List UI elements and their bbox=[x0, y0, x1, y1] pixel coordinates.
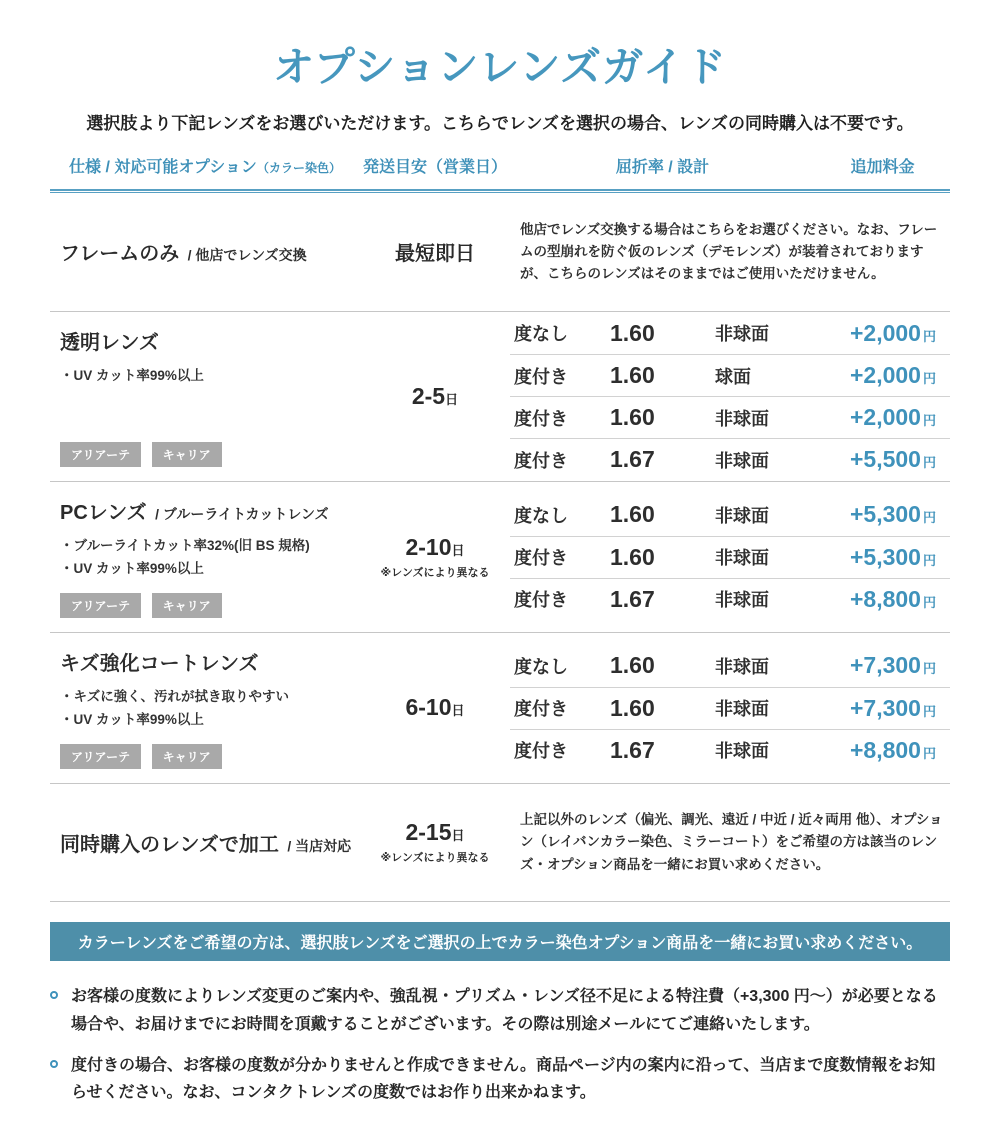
additional-price: +2,000 円 bbox=[849, 319, 936, 346]
yen-unit: 円 bbox=[922, 594, 936, 610]
shipping-cell bbox=[360, 312, 510, 481]
shipping-unit: 日 bbox=[451, 542, 465, 558]
badge-row bbox=[60, 581, 360, 618]
section-pc-lens bbox=[50, 482, 950, 633]
lens-design: 非球面 bbox=[715, 590, 769, 611]
shipping-unit: 日 bbox=[451, 703, 465, 719]
section-name: フレームのみ bbox=[60, 243, 180, 266]
power-type: 度付き bbox=[514, 590, 568, 611]
table-header-row bbox=[50, 134, 950, 189]
power-type: 度付き bbox=[514, 450, 568, 471]
lens-rows bbox=[510, 633, 950, 783]
yen-unit: 円 bbox=[922, 661, 936, 677]
additional-price: +2,000 円 bbox=[849, 404, 936, 431]
feature-list bbox=[60, 365, 360, 388]
feature-item: ・ブルーライトカット率32%(旧 BS 規格) bbox=[60, 537, 310, 553]
footnote-text: お客様の度数によりレンズ変更のご案内や、強乱視・プリズム・レンズ径不足による特注費（+3,300 円～）が必要となる場合や、お届けまでにお時間を頂戴することがございます。その際は別途メールにてご連絡いたします。 bbox=[71, 988, 938, 1033]
refractive-index: 1.60 bbox=[610, 652, 655, 679]
lens-rows bbox=[510, 482, 950, 632]
feature-list bbox=[60, 535, 360, 581]
power-type: 度付き bbox=[514, 408, 568, 429]
power-type: 度なし bbox=[514, 505, 568, 526]
lens-row bbox=[510, 396, 950, 438]
shipping-note: ※レンズにより異なる bbox=[380, 566, 490, 579]
section-clear-lens bbox=[50, 312, 950, 482]
lens-row bbox=[510, 354, 950, 396]
lens-row bbox=[510, 645, 950, 687]
shipping-cell bbox=[360, 784, 510, 902]
section-pc-lens-name-cell bbox=[50, 482, 360, 632]
additional-price: +7,300 円 bbox=[849, 652, 936, 679]
badge-carrier: キャリア bbox=[152, 744, 222, 769]
section-frame-only-name-cell bbox=[50, 193, 360, 311]
power-type: 度なし bbox=[514, 656, 568, 677]
lens-design: 非球面 bbox=[715, 741, 769, 762]
additional-price: +5,500 円 bbox=[849, 446, 936, 473]
header-spec-label: 仕様 / 対応可能オプション bbox=[69, 159, 257, 176]
circle-bullet-icon bbox=[50, 1060, 58, 1068]
header-index-design: 屈折率 / 設計 bbox=[615, 159, 710, 176]
power-type: 度付き bbox=[514, 548, 568, 569]
description-cell bbox=[510, 193, 950, 311]
additional-price: +8,800 円 bbox=[849, 736, 936, 763]
refractive-index: 1.60 bbox=[610, 404, 655, 431]
lens-rows bbox=[510, 312, 950, 481]
refractive-index: 1.60 bbox=[610, 543, 655, 570]
badge-ariate: アリアーテ bbox=[60, 593, 141, 618]
lens-row bbox=[510, 494, 950, 536]
yen-unit: 円 bbox=[922, 413, 936, 429]
section-scratch-coat-lens bbox=[50, 633, 950, 784]
lens-design: 非球面 bbox=[715, 656, 769, 677]
refractive-index: 1.67 bbox=[610, 446, 655, 473]
lens-design: 非球面 bbox=[715, 505, 769, 526]
section-name: 透明レンズ bbox=[60, 331, 159, 354]
lens-row bbox=[510, 729, 950, 771]
yen-unit: 円 bbox=[922, 552, 936, 568]
refractive-index: 1.60 bbox=[610, 319, 655, 346]
header-spec-note: （カラー染色） bbox=[256, 161, 341, 175]
additional-price: +8,800 円 bbox=[849, 585, 936, 612]
header-shipping: 発送目安（営業日） bbox=[362, 159, 507, 176]
additional-price: +5,300 円 bbox=[849, 501, 936, 528]
feature-item: ・UV カット率99%以上 bbox=[60, 711, 204, 727]
additional-price: +2,000 円 bbox=[849, 362, 936, 389]
badge-carrier: キャリア bbox=[152, 593, 222, 618]
badge-ariate: アリアーテ bbox=[60, 744, 141, 769]
yen-unit: 円 bbox=[922, 328, 936, 344]
lens-option-guide-page bbox=[0, 34, 1000, 1140]
lens-option-table bbox=[50, 134, 950, 902]
power-type: 度付き bbox=[514, 741, 568, 762]
lens-row bbox=[510, 578, 950, 620]
power-type: 度付き bbox=[514, 366, 568, 387]
color-lens-banner: カラーレンズをご希望の方は、選択肢レンズをご選択の上でカラー染色オプション商品を一緒にお買い求めください。 bbox=[50, 922, 950, 961]
footnote-item bbox=[50, 983, 950, 1037]
yen-unit: 円 bbox=[922, 371, 936, 387]
lens-design: 非球面 bbox=[715, 324, 769, 345]
yen-unit: 円 bbox=[922, 510, 936, 526]
section-copurchase-processing bbox=[50, 784, 950, 903]
footnotes bbox=[50, 983, 950, 1106]
section-name: キズ強化コートレンズ bbox=[60, 652, 259, 675]
refractive-index: 1.67 bbox=[610, 736, 655, 763]
lens-design: 非球面 bbox=[715, 408, 769, 429]
footnote-item bbox=[50, 1052, 950, 1106]
badge-ariate: アリアーテ bbox=[60, 442, 141, 467]
lens-row bbox=[510, 438, 950, 480]
yen-unit: 円 bbox=[922, 745, 936, 761]
refractive-index: 1.67 bbox=[610, 585, 655, 612]
shipping-note: ※レンズにより異なる bbox=[380, 852, 490, 865]
circle-bullet-icon bbox=[50, 991, 58, 999]
footnote-text: 度付きの場合、お客様の度数が分かりませんと作成できません。商品ページ内の案内に沿って、当店まで度数情報をお知らせください。なお、コンタクトレンズの度数ではお作り出来かねます。 bbox=[71, 1056, 936, 1101]
shipping-days: 6-10日 bbox=[405, 694, 465, 721]
lens-row bbox=[510, 312, 950, 354]
shipping-cell bbox=[360, 633, 510, 783]
section-copurchase-name-cell bbox=[50, 784, 360, 902]
section-name-suffix: / ブルーライトカットレンズ bbox=[155, 505, 329, 522]
header-spec bbox=[50, 154, 360, 177]
shipping-days: 2-15日 bbox=[405, 819, 465, 846]
section-description: 他店でレンズ交換する場合はこちらをお選びください。なお、フレームの型崩れを防ぐ仮のレンズ（デモレンズ）が装着されておりますが、こちらのレンズはそのままではご使用いただけません。 bbox=[520, 221, 938, 282]
lens-design: 非球面 bbox=[715, 548, 769, 569]
lens-design: 非球面 bbox=[715, 450, 769, 471]
power-type: 度付き bbox=[514, 699, 568, 720]
yen-unit: 円 bbox=[922, 455, 936, 471]
description-cell bbox=[510, 784, 950, 902]
shipping-days: 2-10日 bbox=[405, 533, 465, 560]
section-frame-only bbox=[50, 193, 950, 312]
feature-item: ・UV カット率99%以上 bbox=[60, 367, 204, 383]
lens-row bbox=[510, 536, 950, 578]
lens-row bbox=[510, 687, 950, 729]
shipping-cell bbox=[360, 193, 510, 311]
page-title: オプションレンズガイド bbox=[273, 44, 727, 90]
section-name-suffix: / 他店でレンズ交換 bbox=[187, 247, 307, 264]
refractive-index: 1.60 bbox=[610, 362, 655, 389]
section-clear-lens-name-cell bbox=[50, 312, 360, 481]
feature-item: ・UV カット率99%以上 bbox=[60, 560, 204, 576]
refractive-index: 1.60 bbox=[610, 501, 655, 528]
section-name-suffix: / 当店対応 bbox=[287, 837, 352, 854]
page-subtitle: 選択肢より下記レンズをお選びいただけます。こちらでレンズを選択の場合、レンズの同時購入は不要です。 bbox=[86, 114, 914, 133]
yen-unit: 円 bbox=[922, 703, 936, 719]
feature-list bbox=[60, 686, 360, 732]
section-scratch-coat-name-cell bbox=[50, 633, 360, 783]
shipping-unit: 日 bbox=[445, 391, 459, 407]
lens-design: 球面 bbox=[715, 366, 751, 387]
lens-design: 非球面 bbox=[715, 699, 769, 720]
shipping-cell bbox=[360, 482, 510, 632]
power-type: 度なし bbox=[514, 324, 568, 345]
badge-row bbox=[60, 430, 360, 467]
feature-item: ・キズに強く、汚れが拭き取りやすい bbox=[60, 688, 289, 704]
shipping-unit: 日 bbox=[451, 828, 465, 844]
refractive-index: 1.60 bbox=[610, 694, 655, 721]
shipping-days: 最短即日 bbox=[395, 243, 475, 266]
additional-price: +5,300 円 bbox=[849, 543, 936, 570]
badge-carrier: キャリア bbox=[152, 442, 222, 467]
section-description: 上記以外のレンズ（偏光、調光、遠近 / 中近 / 近々両用 他）、オプション（レイバンカラー染色、ミラーコート）をご希望の方は該当のレンズ・オプション商品を一緒にお買い求めください。 bbox=[520, 812, 943, 872]
shipping-days: 2-5日 bbox=[411, 382, 459, 409]
section-name: 同時購入のレンズで加工 bbox=[60, 833, 279, 856]
badge-row bbox=[60, 732, 360, 769]
additional-price: +7,300 円 bbox=[849, 694, 936, 721]
section-name: PCレンズ bbox=[60, 501, 147, 524]
header-price: 追加料金 bbox=[850, 159, 915, 176]
